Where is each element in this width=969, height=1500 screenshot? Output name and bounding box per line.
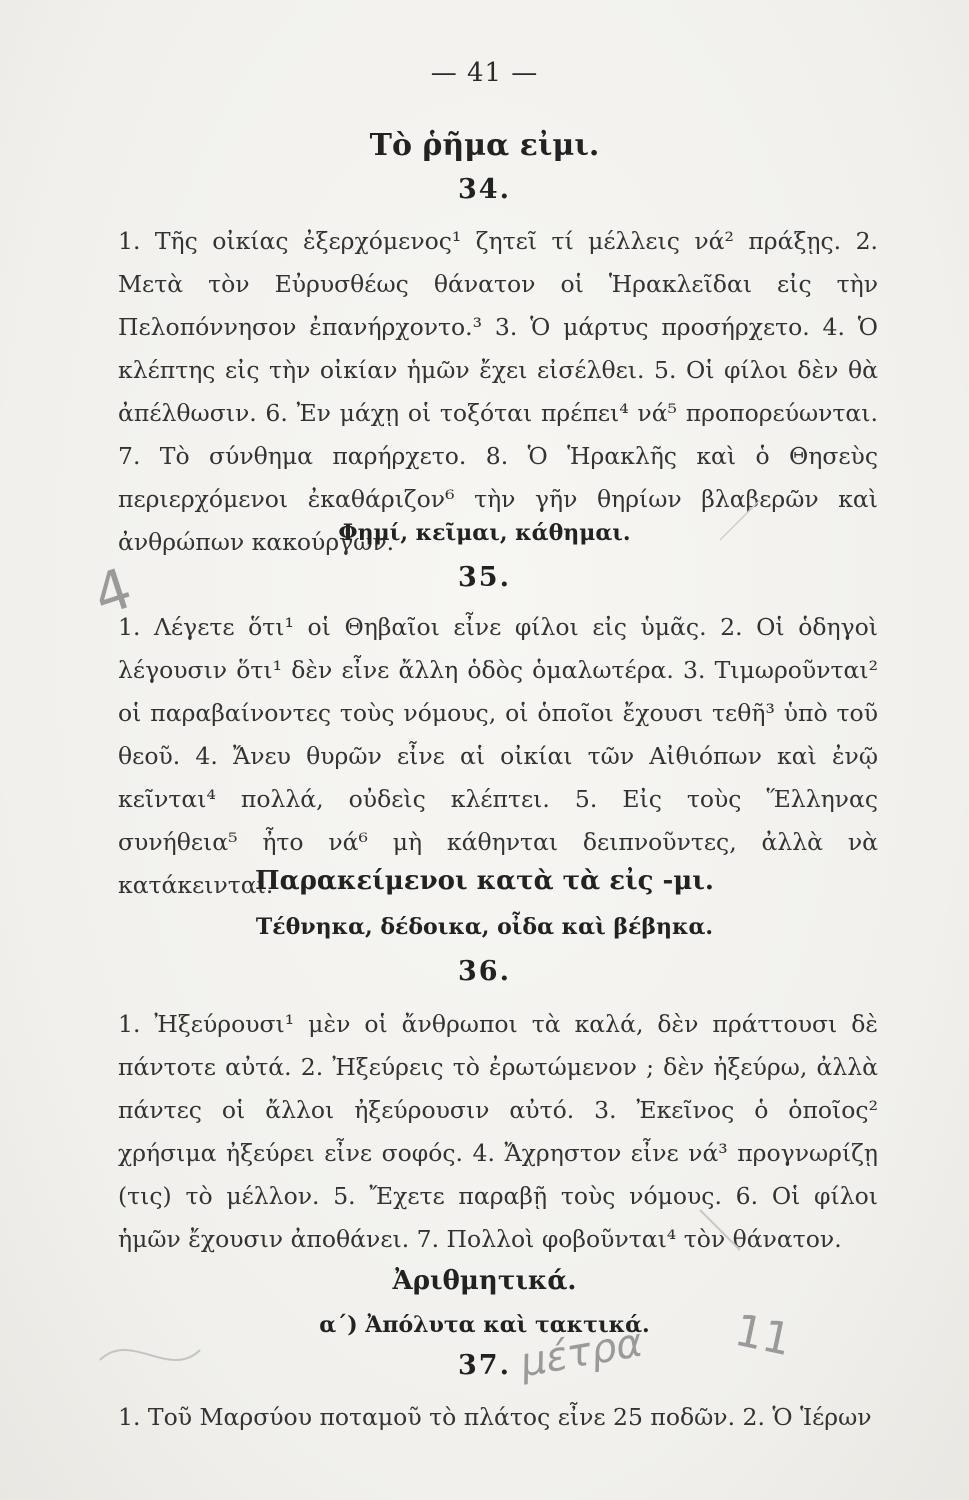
section-34-text: 1. Τῆς οἰκίας ἐξερχόμενος¹ ζητεῖ τί μέλλεις νά² πράξῃς. 2. Μετὰ τὸν Εὐρυσθέως θάνατον οἱ Ἡρακλεῖδαι εἰς τὴν Πελοπόννησον ἐπανήρχοντο.³ 3. Ὁ μάρτυς προσήρχετο. 4. Ὁ κλέπτης εἰς τὴν οἰκίαν ἡμῶν ἔχει εἰσέλθει. 5. Οἱ φίλοι δὲν θὰ ἀπέλθωσιν. 6. Ἐν μάχῃ οἱ τοξόται πρέπει⁴ νά⁵ προπορεύωνται. 7. Τὸ σύνθημα παρήρχετο. 8. Ὁ Ἡρακλῆς καὶ ὁ Θησεὺς περιερχόμενοι ἐκαθάριζον⁶ τὴν γῆν θηρίων βλαβερῶν καὶ ἀνθρώπων κακούργων.: [118, 227, 878, 556]
section-37-number: 37.: [458, 1350, 511, 1381]
section-34-heading: Τὸ ῥῆμα εἰμι.: [369, 128, 600, 163]
section-37-text: 1. Τοῦ Μαρσύου ποταμοῦ τὸ πλάτος εἶνε 25 ποδῶν. 2. Ὁ Ἱέρων: [118, 1403, 872, 1431]
section-37-heading: Ἀριθμητικά.: [392, 1266, 577, 1296]
section-35-heading: Φημί, κεῖμαι, κάθημαι.: [338, 520, 631, 546]
section-36-heading: Παρακείμενοι κατὰ τὰ εἰς -μι.: [255, 866, 714, 896]
pencil-mark-scribble: μέτρα: [516, 1319, 646, 1387]
section-36-text: 1. Ἠξεύρουσι¹ μὲν οἱ ἄνθρωποι τὰ καλά, δὲν πράττουσι δὲ πάντοτε αὐτά. 2. Ἠξεύρεις τὸ ἐρωτώμενον ; δὲν ἠξεύρω, ἀλλὰ πάντες οἱ ἄλλοι ἠξεύρουσιν αὐτό. 3. Ἐκεῖνος ὁ ὁποῖος² χρήσιμα ἠξεύρει εἶνε σοφός. 4. Ἄχρηστον εἶνε νά³ προγνωρίζῃ (τις) τὸ μέλλον. 5. Ἔχετε παραβῇ τοὺς νόμους. 6. Οἱ φίλοι ἡμῶν ἔχουσιν ἀποθάνει. 7. Πολλοὶ φοβοῦνται⁴ τὸν θάνατον.: [118, 1010, 878, 1253]
section-35-number: 35.: [458, 562, 511, 593]
section-36-number: 36.: [458, 956, 511, 987]
section-35-text: 1. Λέγετε ὅτι¹ οἱ Θηβαῖοι εἶνε φίλοι εἰς ὑμᾶς. 2. Οἱ ὁδηγοὶ λέγουσιν ὅτι¹ δὲν εἶνε ἄλλη ὁδὸς ὁμαλωτέρα. 3. Τιμωροῦνται² οἱ παραβαίνοντες τοὺς νόμους, οἱ ὁποῖοι ἔχουσι τεθῆ³ ὑπὸ τοῦ θεοῦ. 4. Ἄνευ θυρῶν εἶνε αἱ οἰκίαι τῶν Αἰθιόπων καὶ ἐνῷ κεῖνται⁴ πολλά, οὐδεὶς κλέπτει. 5. Εἰς τοὺς Ἕλληνας συνήθεια⁵ ἦτο νά⁶ μὴ κάθηνται δειπνοῦντες, ἀλλὰ νὰ κατάκεινται.: [118, 613, 878, 899]
pencil-mark-eleven: 11: [730, 1304, 796, 1367]
section-36-subheading: Τέθνηκα, δέδοικα, οἶδα καὶ βέβηκα.: [255, 914, 714, 940]
page-number: — 41 —: [430, 58, 539, 88]
pencil-mark-four: 4: [85, 556, 140, 629]
section-34-number: 34.: [458, 174, 511, 205]
section-37-subheading: α΄) Ἀπόλυτα καὶ τακτικά.: [319, 1312, 650, 1338]
